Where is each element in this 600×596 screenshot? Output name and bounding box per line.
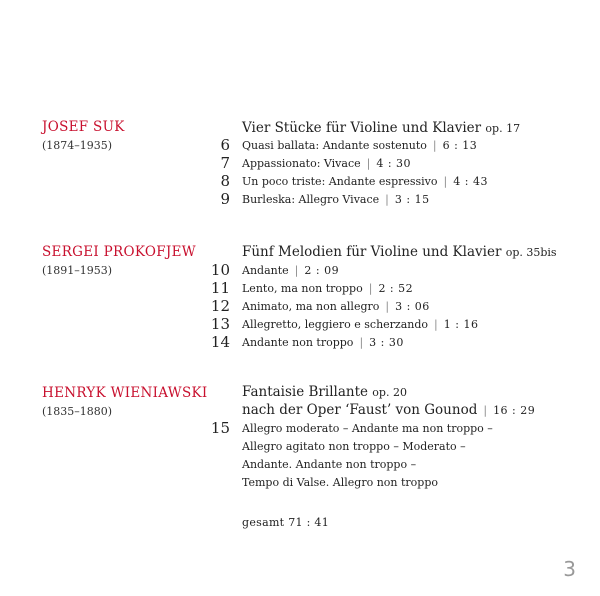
- track-title: Lento, ma non troppo: [242, 282, 363, 295]
- track-title: Appassionato: Vivace: [242, 157, 361, 170]
- work-title: Vier Stücke für Violine und Klavier op. 17: [242, 120, 521, 136]
- track-number: 14: [210, 333, 230, 351]
- track-row: [242, 318, 478, 331]
- composer-dates: (1874–1935): [42, 139, 113, 152]
- page-number: 3: [563, 557, 576, 581]
- separator: |: [359, 336, 364, 349]
- track-row: [242, 175, 488, 188]
- movement-line: Allegro moderato – Andante ma non troppo –: [242, 422, 493, 435]
- separator: |: [443, 175, 448, 188]
- track-row: [242, 139, 477, 152]
- composer-name: HENRYK WIENIAWSKI: [42, 385, 208, 401]
- track-row: [242, 282, 413, 295]
- composer-name: JOSEF SUK: [42, 119, 125, 135]
- track-number: 13: [210, 315, 230, 333]
- track-duration: 2 : 09: [304, 264, 340, 277]
- movement-line: Andante. Andante non troppo –: [242, 458, 417, 471]
- work-opus: op. 17: [485, 122, 521, 135]
- track-row: [242, 264, 339, 277]
- track-title: Burleska: Allegro Vivace: [242, 193, 380, 206]
- track-number: 12: [210, 297, 230, 315]
- track-number: 10: [210, 261, 230, 279]
- separator: |: [434, 318, 438, 331]
- track-title: Animato, ma non allegro: [242, 300, 380, 313]
- track-duration: 4 : 30: [376, 157, 412, 170]
- separator: |: [366, 157, 371, 170]
- track-number: 6: [220, 136, 230, 154]
- track-duration: 3 : 06: [395, 300, 430, 313]
- track-number: 11: [210, 279, 230, 297]
- track-row: [242, 157, 411, 170]
- track-duration: 3 : 30: [369, 336, 404, 349]
- separator: |: [385, 193, 389, 206]
- track-number: 9: [220, 190, 230, 208]
- work-opus: op. 35bis: [505, 246, 557, 259]
- total-duration: gesamt 71 : 41: [242, 516, 329, 529]
- track-number: 15: [210, 419, 230, 437]
- separator: |: [368, 282, 373, 295]
- track-duration: 4 : 43: [453, 175, 488, 188]
- movement-line: Tempo di Valse. Allegro non troppo: [242, 476, 439, 489]
- separator: |: [483, 404, 488, 417]
- track-duration: 2 : 52: [378, 282, 414, 295]
- separator: |: [432, 139, 437, 152]
- track-number: 8: [220, 172, 230, 190]
- track-title: Quasi ballata: Andante sostenuto: [242, 139, 427, 152]
- track-duration: 6 : 13: [442, 139, 478, 152]
- work-title: Fantaisie Brillante op. 20: [242, 384, 407, 400]
- track-title: Un poco triste: Andante espressivo: [242, 175, 438, 188]
- composer-dates: (1835–1880): [42, 405, 113, 418]
- work-duration: 16 : 29: [493, 404, 536, 417]
- movement-line: Allegro agitato non troppo – Moderato –: [242, 440, 466, 453]
- track-row: [242, 300, 430, 313]
- composer-dates: (1891–1953): [42, 264, 113, 277]
- work-opus: op. 20: [372, 386, 407, 399]
- track-row: [242, 336, 404, 349]
- work-subtitle: nach der Oper ‘Faust’ von Gounod | 16 : 29: [242, 402, 536, 418]
- track-title: Andante: [242, 264, 289, 277]
- track-row: [242, 193, 430, 206]
- track-duration: 3 : 15: [394, 193, 430, 206]
- track-duration: 1 : 16: [443, 318, 479, 331]
- separator: |: [294, 264, 299, 277]
- separator: |: [385, 300, 390, 313]
- composer-name: SERGEI PROKOFJEW: [42, 244, 196, 260]
- track-title: Andante non troppo: [242, 336, 354, 349]
- work-title: Fünf Melodien für Violine und Klavier op. 35bis: [242, 244, 557, 260]
- track-number: 7: [220, 154, 230, 172]
- track-title: Allegretto, leggiero e scherzando: [242, 318, 429, 331]
